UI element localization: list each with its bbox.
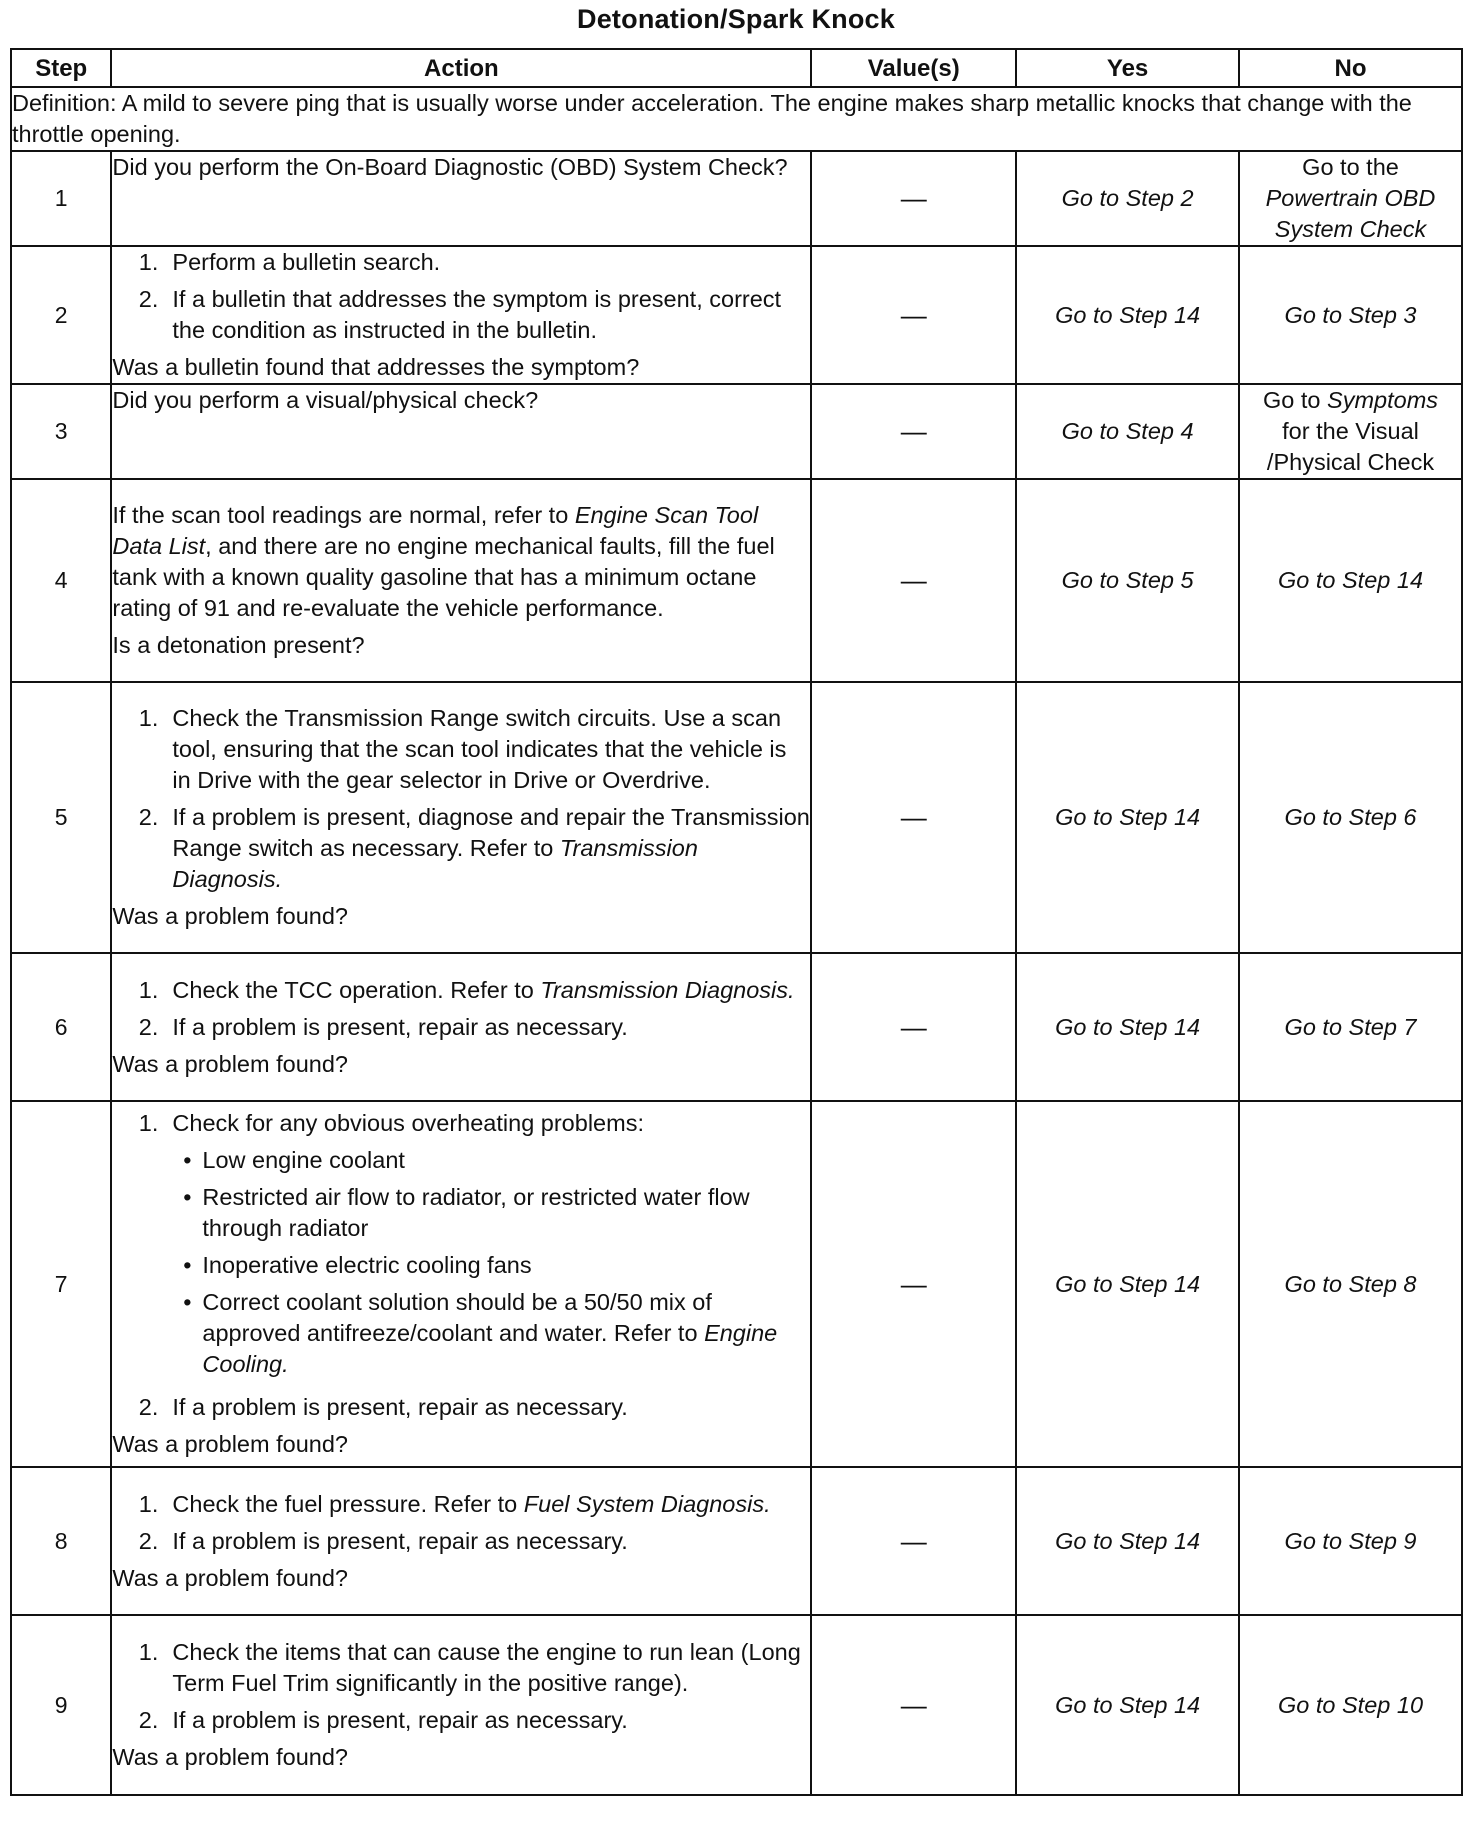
no-goto: Go to Step 10 <box>1278 1691 1424 1718</box>
no-cell <box>1239 384 1462 479</box>
header-no: No <box>1239 49 1462 87</box>
yes-cell <box>1016 953 1239 1101</box>
yes-cell <box>1016 384 1239 479</box>
action-item: If a bulletin that addresses the symptom is present, correct the condition as instructed in the bulletin. <box>172 286 782 343</box>
action-cell <box>111 953 811 1101</box>
yes-cell <box>1016 151 1239 246</box>
value-cell: — <box>811 246 1016 384</box>
action-cell <box>111 246 811 384</box>
header-values: Value(s) <box>811 49 1016 87</box>
table-row <box>11 479 1462 682</box>
list-number: 1. <box>138 1110 159 1136</box>
action-text: Did you perform a visual/physical check? <box>112 387 539 413</box>
value-cell: — <box>811 953 1016 1101</box>
action-item: If a problem is present, repair as necessary. <box>172 1013 628 1040</box>
action-item <box>172 802 810 895</box>
action-item <box>172 1489 810 1520</box>
action-cell <box>111 479 811 682</box>
step-number: 4 <box>11 479 111 682</box>
action-item: If a problem is present, repair as necessary. <box>172 1707 628 1733</box>
bullet-mark: • <box>183 1289 192 1315</box>
no-goto: Go to Step 9 <box>1284 1527 1417 1554</box>
action-item <box>172 975 810 1006</box>
list-number: 2. <box>138 804 159 830</box>
yes-cell <box>1016 1615 1239 1795</box>
reference-link: Fuel System Diagnosis. <box>523 1490 771 1517</box>
value-cell: — <box>811 1101 1016 1467</box>
value-cell: — <box>811 1615 1016 1795</box>
list-number: 1. <box>138 705 159 731</box>
no-suffix: for the Visual /Physical Check <box>1266 418 1435 475</box>
yes-goto: Go to Step 14 <box>1055 1270 1201 1297</box>
list-number: 2. <box>138 1394 159 1420</box>
list-number: 1. <box>138 249 159 275</box>
yes-goto: Go to Step 14 <box>1055 1691 1201 1718</box>
diagnostic-table <box>10 48 1463 1796</box>
action-item: Perform a bulletin search. <box>172 249 441 275</box>
step-number: 2 <box>11 246 111 384</box>
header-yes: Yes <box>1016 49 1239 87</box>
yes-goto: Go to Step 14 <box>1055 1013 1201 1040</box>
no-cell <box>1239 151 1462 246</box>
step-number: 1 <box>11 151 111 246</box>
value-cell: — <box>811 1467 1016 1615</box>
bullet-list <box>172 1145 810 1380</box>
table-row <box>11 953 1462 1101</box>
action-item: Check the Transmission Range switch circuits. Use a scan tool, ensuring that the scan tool indicates that the vehicle is in Drive with the gear selector in Drive or Overdrive. <box>172 705 787 793</box>
action-cell <box>111 1101 811 1467</box>
yes-goto: Go to Step 14 <box>1055 804 1201 830</box>
no-cell <box>1239 682 1462 953</box>
yes-cell <box>1016 246 1239 384</box>
yes-goto: Go to Step 5 <box>1061 567 1194 593</box>
list-number: 2. <box>138 286 159 312</box>
table-row <box>11 246 1462 384</box>
step-number: 5 <box>11 682 111 953</box>
yes-goto: Go to Step 2 <box>1061 185 1194 211</box>
reference-link: Transmission Diagnosis. <box>540 976 795 1003</box>
no-cell <box>1239 479 1462 682</box>
action-question: Was a problem found? <box>112 1744 348 1770</box>
no-prefix: Go to the <box>1302 154 1399 180</box>
no-goto: Go to Step 7 <box>1284 1013 1417 1040</box>
value-cell: — <box>811 384 1016 479</box>
table-row <box>11 151 1462 246</box>
yes-cell <box>1016 1467 1239 1615</box>
header-action: Action <box>111 49 811 87</box>
table-row <box>11 1467 1462 1615</box>
value-cell: — <box>811 682 1016 953</box>
action-cell <box>111 384 811 479</box>
yes-goto: Go to Step 14 <box>1055 301 1201 328</box>
bullet-item: Low engine coolant <box>202 1147 405 1173</box>
value-cell: — <box>811 151 1016 246</box>
action-question: Was a problem found? <box>112 1431 348 1457</box>
table-row <box>11 1615 1462 1795</box>
bullet-mark: • <box>183 1184 192 1210</box>
no-cell <box>1239 1615 1462 1795</box>
action-cell <box>111 1615 811 1795</box>
action-item: If a problem is present, repair as necessary. <box>172 1394 628 1420</box>
action-question: Is a detonation present? <box>112 632 365 658</box>
table-row <box>11 682 1462 953</box>
action-paragraph <box>112 500 810 624</box>
action-text: , and there are no engine mechanical faults, fill the fuel tank with a known quality gasoline that has a minimum octane rating of 91 and re-evaluate the vehicle performance. <box>112 533 775 621</box>
action-question: Was a problem found? <box>112 1050 348 1077</box>
action-item <box>172 1108 810 1386</box>
bullet-text: Correct coolant solution should be a 50/50 mix of approved antifreeze/coolant and water. Refer to <box>202 1289 712 1346</box>
list-number: 2. <box>138 1527 159 1554</box>
action-cell <box>111 682 811 953</box>
no-goto: Go to Step 8 <box>1284 1270 1417 1297</box>
value-cell: — <box>811 479 1016 682</box>
no-link: Powertrain OBD System Check <box>1265 185 1436 242</box>
action-text: If a problem is present, diagnose and repair the Transmission Range switch as necessary. Refer to <box>172 804 810 861</box>
bullet-item <box>202 1287 810 1380</box>
header-step: Step <box>11 49 111 87</box>
no-prefix: Go to <box>1263 387 1321 413</box>
list-number: 1. <box>138 1490 159 1517</box>
no-goto: Go to Step 6 <box>1284 804 1417 830</box>
no-cell <box>1239 1467 1462 1615</box>
reference-link: Engine Cooling. <box>202 1320 778 1377</box>
list-number: 2. <box>138 1707 159 1733</box>
action-question: Was a problem found? <box>112 903 348 929</box>
action-cell <box>111 1467 811 1615</box>
yes-cell <box>1016 1101 1239 1467</box>
no-cell <box>1239 953 1462 1101</box>
table-row <box>11 384 1462 479</box>
action-question: Was a bulletin found that addresses the symptom? <box>112 354 640 380</box>
definition-row <box>11 87 1462 151</box>
step-number: 3 <box>11 384 111 479</box>
no-link: Symptoms <box>1327 387 1439 413</box>
step-number: 8 <box>11 1467 111 1615</box>
list-number: 1. <box>138 976 159 1003</box>
action-question: Was a problem found? <box>112 1564 348 1591</box>
table-row <box>11 1101 1462 1467</box>
action-text: Check the TCC operation. Refer to <box>172 976 534 1003</box>
no-goto: Go to Step 14 <box>1278 567 1424 593</box>
page-title: Detonation/Spark Knock <box>577 4 895 34</box>
action-item: Check the items that can cause the engine to run lean (Long Term Fuel Trim significantly in the positive range). <box>172 1639 801 1696</box>
step-number: 6 <box>11 953 111 1101</box>
no-cell <box>1239 246 1462 384</box>
bullet-mark: • <box>183 1147 192 1173</box>
list-number: 1. <box>138 1639 159 1665</box>
bullet-mark: • <box>183 1252 192 1278</box>
list-number: 2. <box>138 1013 159 1040</box>
action-text: If the scan tool readings are normal, refer to <box>112 502 569 528</box>
no-cell <box>1239 1101 1462 1467</box>
header-row <box>11 49 1462 87</box>
action-item: If a problem is present, repair as necessary. <box>172 1527 628 1554</box>
yes-goto: Go to Step 4 <box>1061 418 1194 444</box>
bullet-item: Inoperative electric cooling fans <box>202 1252 532 1278</box>
yes-cell <box>1016 682 1239 953</box>
action-text: Check the fuel pressure. Refer to <box>172 1490 518 1517</box>
definition-text: Definition: A mild to severe ping that is usually worse under acceleration. The engine makes sharp metallic knocks that change with the throttle opening. <box>11 87 1462 151</box>
action-text: Did you perform the On-Board Diagnostic (OBD) System Check? <box>112 154 788 180</box>
action-text: Check for any obvious overheating problems: <box>172 1110 644 1136</box>
step-number: 7 <box>11 1101 111 1467</box>
no-goto: Go to Step 3 <box>1284 301 1417 328</box>
bullet-item: Restricted air flow to radiator, or restricted water flow through radiator <box>202 1184 750 1241</box>
reference-link: Transmission Diagnosis. <box>172 835 698 892</box>
action-cell <box>111 151 811 246</box>
yes-goto: Go to Step 14 <box>1055 1527 1201 1554</box>
step-number: 9 <box>11 1615 111 1795</box>
yes-cell <box>1016 479 1239 682</box>
reference-link: Engine Scan Tool Data List <box>112 502 759 559</box>
